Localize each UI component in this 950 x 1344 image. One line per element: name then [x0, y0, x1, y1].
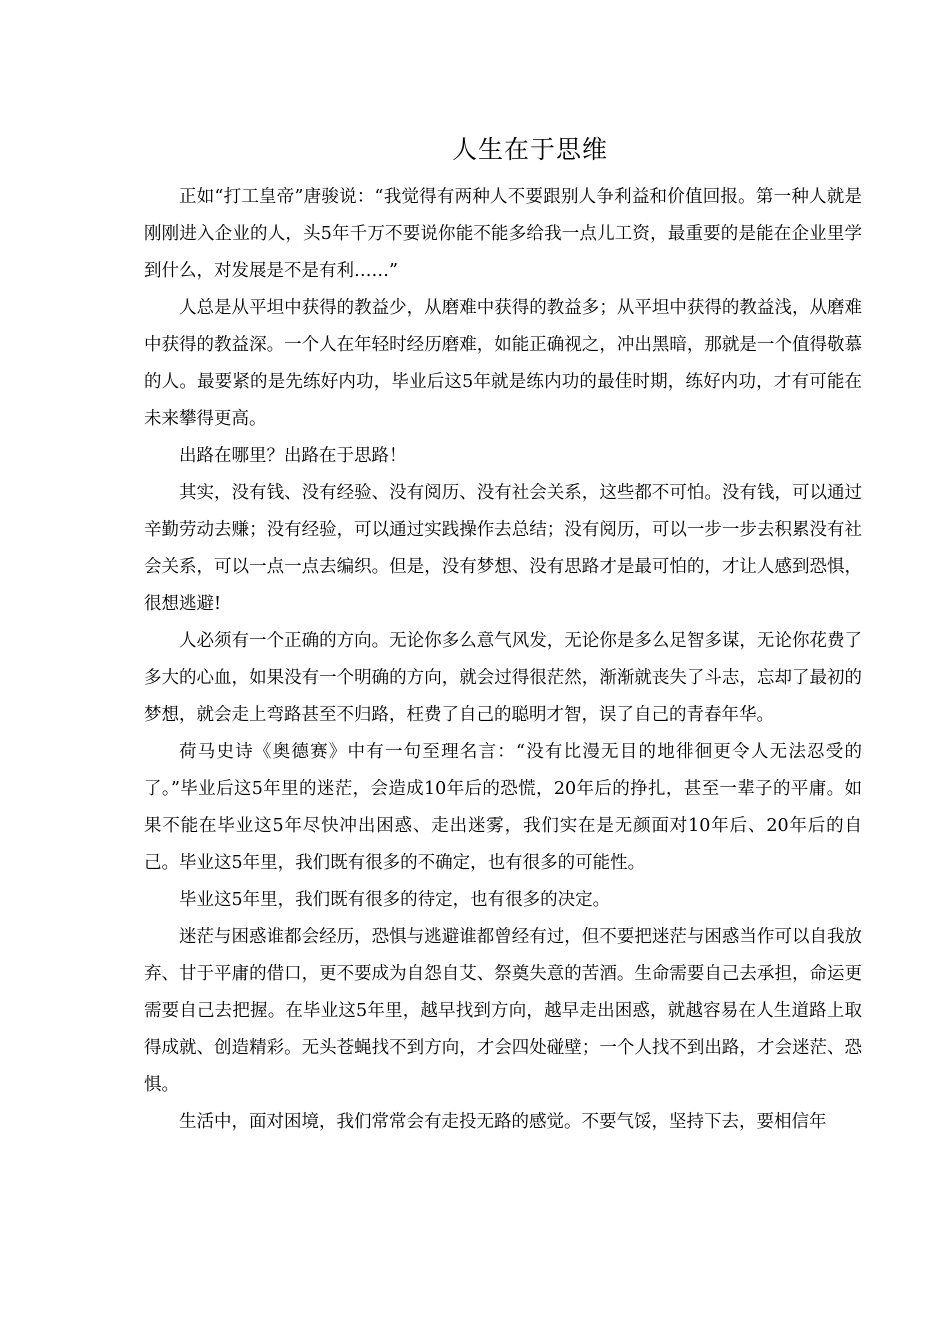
paragraph-2: 人总是从平坦中获得的教益少，从磨难中获得的教益多；从平坦中获得的教益浅，从磨难中获得的教益深。一个人在年轻时经历磨难，如能正确视之，冲出黑暗，那就是一个值得敬慕的人。最要紧的是先练好内功，毕业后这5年就是练内功的最佳时期，练好内功，才有可能在未来攀得更高。	[144, 298, 862, 429]
paragraph-6: 荷马史诗《奥德赛》中有一句至理名言：“没有比漫无目的地徘徊更令人无法忍受的了。”毕业后这5年里的迷茫，会造成10年后的恐慌，20年后的挣扎，甚至一辈子的平庸。如果不能在毕业这5年尽快冲出困惑、走出迷雾，我们实在是无颜面对10年后、20年后的自己。毕业这5年里，我们既有很多的不确定，也有很多的可能性。	[144, 742, 862, 873]
paragraph-7: 毕业这5年里，我们既有很多的待定，也有很多的决定。	[179, 890, 611, 910]
paragraph-4: 其实，没有钱、没有经验、没有阅历、没有社会关系，这些都不可怕。没有钱，可以通过辛勤劳动去赚；没有经验，可以通过实践操作去总结；没有阅历，可以一步一步去积累没有社会关系，可以一点一点去编织。但是，没有梦想、没有思路才是最可怕的，才让人感到恐惧，很想逃避!	[144, 483, 862, 614]
paragraph-1: 正如“打工皇帝”唐骏说：“我觉得有两种人不要跟别人争利益和价值回报。第一种人就是刚刚进入企业的人，头5年千万不要说你能不能多给我一点儿工资，最重要的是能在企业里学到什么，对发展是不是有利……”	[144, 187, 862, 281]
document-title: 人生在于思维	[451, 135, 608, 164]
paragraph-3: 出路在哪里？出路在于思路！	[179, 446, 407, 466]
paragraph-9: 生活中，面对困境，我们常常会有走投无路的感觉。不要气馁，坚持下去，要相信年	[179, 1112, 827, 1132]
document-body	[144, 179, 862, 1141]
paragraph-8: 迷茫与困惑谁都会经历，恐惧与逃避谁都曾经有过，但不要把迷茫与困惑当作可以自我放弃、甘于平庸的借口，更不要成为自怨自艾、祭奠失意的苦酒。生命需要自己去承担，命运更需要自己去把握。在毕业这5年里，越早找到方向，越早走出困惑，就越容易在人生道路上取得成就、创造精彩。无头苍蝇找不到方向，才会四处碰壁；一个人找不到出路，才会迷茫、恐惧。	[144, 927, 862, 1095]
paragraph-5: 人必须有一个正确的方向。无论你多么意气风发，无论你是多么足智多谋，无论你花费了多大的心血，如果没有一个明确的方向，就会过得很茫然，渐渐就丧失了斗志，忘却了最初的梦想，就会走上弯路甚至不归路，枉费了自己的聪明才智，误了自己的青春年华。	[144, 631, 862, 725]
